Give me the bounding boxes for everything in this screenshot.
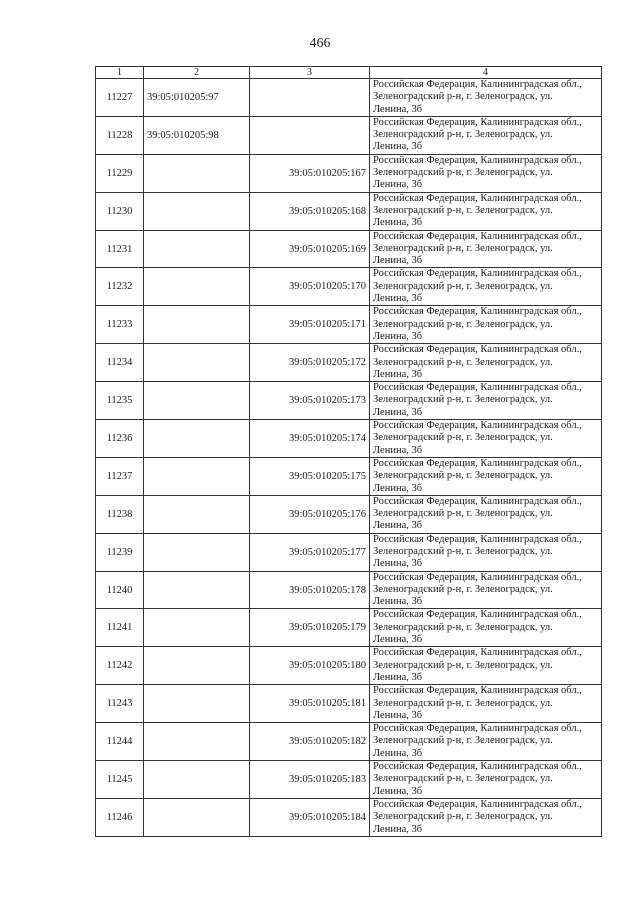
address-line: Зеленоградский р-н, г. Зеленоградск, ул. bbox=[373, 508, 553, 520]
table-row bbox=[96, 268, 602, 306]
cadastral-number-old-cell bbox=[144, 382, 250, 420]
address-line: Зеленоградский р-н, г. Зеленоградск, ул. bbox=[373, 697, 553, 709]
table-row bbox=[96, 609, 602, 647]
address-line: Ленина, 3б bbox=[373, 671, 423, 683]
address-line: Ленина, 3б bbox=[373, 634, 423, 646]
cadastral-number-new-cell bbox=[250, 79, 370, 117]
row-number-cell: 11238 bbox=[96, 495, 144, 533]
address-line: Зеленоградский р-н, г. Зеленоградск, ул. bbox=[373, 394, 553, 406]
address-line: Ленина, 3б bbox=[373, 444, 423, 456]
address-line: Ленина, 3б bbox=[373, 141, 423, 153]
cadastral-number-new-cell: 39:05:010205:167 bbox=[250, 154, 370, 192]
address-cell bbox=[370, 420, 602, 458]
address-line: Российская Федерация, Калининградская обл., bbox=[373, 647, 582, 659]
cadastral-number-old-cell bbox=[144, 154, 250, 192]
row-number-cell: 11245 bbox=[96, 761, 144, 799]
cadastral-number-old-cell bbox=[144, 420, 250, 458]
table-row bbox=[96, 154, 602, 192]
address-line: Российская Федерация, Калининградская обл., bbox=[373, 79, 582, 90]
address-cell bbox=[370, 268, 602, 306]
row-number-cell: 11243 bbox=[96, 685, 144, 723]
cadastral-number-new-cell: 39:05:010205:175 bbox=[250, 457, 370, 495]
address-line: Зеленоградский р-н, г. Зеленоградск, ул. bbox=[373, 356, 553, 368]
column-header-2: 2 bbox=[144, 67, 250, 79]
address-line: Ленина, 3б bbox=[373, 823, 423, 835]
address-line: Ленина, 3б bbox=[373, 596, 423, 608]
address-cell bbox=[370, 571, 602, 609]
row-number-cell: 11230 bbox=[96, 192, 144, 230]
table-row bbox=[96, 116, 602, 154]
address-cell bbox=[370, 457, 602, 495]
address-line: Ленина, 3б bbox=[373, 330, 423, 342]
address-line: Зеленоградский р-н, г. Зеленоградск, ул. bbox=[373, 91, 553, 103]
row-number-cell: 11237 bbox=[96, 457, 144, 495]
address-line: Ленина, 3б bbox=[373, 406, 423, 418]
cadastral-number-new-cell: 39:05:010205:176 bbox=[250, 495, 370, 533]
row-number-cell: 11241 bbox=[96, 609, 144, 647]
cadastral-number-new-cell: 39:05:010205:180 bbox=[250, 647, 370, 685]
address-line: Ленина, 3б bbox=[373, 558, 423, 570]
row-number-cell: 11233 bbox=[96, 306, 144, 344]
address-cell bbox=[370, 609, 602, 647]
address-cell bbox=[370, 116, 602, 154]
cadastral-number-new-cell: 39:05:010205:172 bbox=[250, 344, 370, 382]
address-line: Ленина, 3б bbox=[373, 217, 423, 229]
table-row bbox=[96, 533, 602, 571]
row-number-cell: 11234 bbox=[96, 344, 144, 382]
address-cell bbox=[370, 306, 602, 344]
table-row bbox=[96, 723, 602, 761]
row-number-cell: 11246 bbox=[96, 798, 144, 836]
address-cell bbox=[370, 382, 602, 420]
cadastral-number-old-cell bbox=[144, 798, 250, 836]
cadastral-number-old-cell: 39:05:010205:98 bbox=[144, 116, 250, 154]
address-line: Российская Федерация, Калининградская обл., bbox=[373, 344, 582, 356]
cadastral-number-new-cell bbox=[250, 116, 370, 154]
table-body bbox=[96, 79, 602, 837]
address-line: Российская Федерация, Калининградская обл., bbox=[373, 609, 582, 621]
address-line: Российская Федерация, Калининградская обл., bbox=[373, 761, 582, 773]
address-line: Зеленоградский р-н, г. Зеленоградск, ул. bbox=[373, 470, 553, 482]
address-line: Зеленоградский р-н, г. Зеленоградск, ул. bbox=[373, 432, 553, 444]
cadastral-number-new-cell: 39:05:010205:178 bbox=[250, 571, 370, 609]
address-line: Ленина, 3б bbox=[373, 293, 423, 305]
row-number-cell: 11236 bbox=[96, 420, 144, 458]
address-cell bbox=[370, 154, 602, 192]
address-cell bbox=[370, 192, 602, 230]
cadastral-number-old-cell bbox=[144, 306, 250, 344]
cadastral-number-old-cell bbox=[144, 723, 250, 761]
address-line: Зеленоградский р-н, г. Зеленоградск, ул. bbox=[373, 735, 553, 747]
cadastral-number-new-cell: 39:05:010205:177 bbox=[250, 533, 370, 571]
address-line: Ленина, 3б bbox=[373, 255, 423, 267]
cadastral-number-new-cell: 39:05:010205:173 bbox=[250, 382, 370, 420]
address-line: Зеленоградский р-н, г. Зеленоградск, ул. bbox=[373, 167, 553, 179]
cadastral-number-new-cell: 39:05:010205:181 bbox=[250, 685, 370, 723]
address-cell bbox=[370, 79, 602, 117]
row-number-cell: 11244 bbox=[96, 723, 144, 761]
address-line: Российская Федерация, Калининградская обл., bbox=[373, 571, 582, 583]
cadastral-number-old-cell bbox=[144, 761, 250, 799]
table-row bbox=[96, 571, 602, 609]
address-line: Ленина, 3б bbox=[373, 785, 423, 797]
address-line: Зеленоградский р-н, г. Зеленоградск, ул. bbox=[373, 659, 553, 671]
address-line: Зеленоградский р-н, г. Зеленоградск, ул. bbox=[373, 545, 553, 557]
row-number-cell: 11232 bbox=[96, 268, 144, 306]
registry-table bbox=[95, 66, 602, 837]
address-line: Российская Федерация, Калининградская обл., bbox=[373, 154, 582, 166]
address-line: Российская Федерация, Калининградская обл., bbox=[373, 382, 582, 394]
address-line: Зеленоградский р-н, г. Зеленоградск, ул. bbox=[373, 129, 553, 141]
address-line: Российская Федерация, Калининградская обл., bbox=[373, 192, 582, 204]
table-row bbox=[96, 457, 602, 495]
address-line: Ленина, 3б bbox=[373, 709, 423, 721]
address-line: Российская Федерация, Калининградская обл., bbox=[373, 798, 582, 810]
cadastral-number-old-cell bbox=[144, 685, 250, 723]
address-line: Российская Федерация, Калининградская обл., bbox=[373, 268, 582, 280]
address-line: Ленина, 3б bbox=[373, 368, 423, 380]
address-line: Зеленоградский р-н, г. Зеленоградск, ул. bbox=[373, 318, 553, 330]
cadastral-number-old-cell bbox=[144, 571, 250, 609]
cadastral-number-new-cell: 39:05:010205:182 bbox=[250, 723, 370, 761]
address-line: Российская Федерация, Калининградская обл., bbox=[373, 230, 582, 242]
address-cell bbox=[370, 230, 602, 268]
table-row bbox=[96, 79, 602, 117]
address-line: Ленина, 3б bbox=[373, 482, 423, 494]
address-line: Российская Федерация, Калининградская обл., bbox=[373, 533, 582, 545]
column-header-4: 4 bbox=[370, 67, 602, 79]
cadastral-number-old-cell bbox=[144, 609, 250, 647]
cadastral-number-new-cell: 39:05:010205:184 bbox=[250, 798, 370, 836]
cadastral-number-old-cell bbox=[144, 192, 250, 230]
table-row bbox=[96, 495, 602, 533]
table-row bbox=[96, 685, 602, 723]
cadastral-number-new-cell: 39:05:010205:170 bbox=[250, 268, 370, 306]
address-line: Зеленоградский р-н, г. Зеленоградск, ул. bbox=[373, 280, 553, 292]
cadastral-number-old-cell bbox=[144, 647, 250, 685]
address-line: Российская Федерация, Калининградская обл., bbox=[373, 420, 582, 432]
row-number-cell: 11239 bbox=[96, 533, 144, 571]
cadastral-number-new-cell: 39:05:010205:171 bbox=[250, 306, 370, 344]
address-cell bbox=[370, 495, 602, 533]
address-line: Ленина, 3б bbox=[373, 747, 423, 759]
cadastral-number-old-cell: 39:05:010205:97 bbox=[144, 79, 250, 117]
address-cell bbox=[370, 533, 602, 571]
row-number-cell: 11231 bbox=[96, 230, 144, 268]
address-line: Российская Федерация, Калининградская обл., bbox=[373, 457, 582, 469]
address-line: Российская Федерация, Калининградская обл., bbox=[373, 306, 582, 318]
address-line: Зеленоградский р-н, г. Зеленоградск, ул. bbox=[373, 811, 553, 823]
column-header-1: 1 bbox=[96, 67, 144, 79]
address-line: Зеленоградский р-н, г. Зеленоградск, ул. bbox=[373, 242, 553, 254]
table-row bbox=[96, 647, 602, 685]
address-line: Ленина, 3б bbox=[373, 179, 423, 191]
cadastral-number-new-cell: 39:05:010205:174 bbox=[250, 420, 370, 458]
page-number: 466 bbox=[309, 36, 331, 51]
address-cell bbox=[370, 647, 602, 685]
address-line: Зеленоградский р-н, г. Зеленоградск, ул. bbox=[373, 204, 553, 216]
row-number-cell: 11242 bbox=[96, 647, 144, 685]
address-line: Зеленоградский р-н, г. Зеленоградск, ул. bbox=[373, 773, 553, 785]
address-line: Российская Федерация, Калининградская обл., bbox=[373, 685, 582, 697]
cadastral-number-new-cell: 39:05:010205:169 bbox=[250, 230, 370, 268]
address-cell bbox=[370, 761, 602, 799]
row-number-cell: 11228 bbox=[96, 116, 144, 154]
cadastral-number-new-cell: 39:05:010205:168 bbox=[250, 192, 370, 230]
row-number-cell: 11229 bbox=[96, 154, 144, 192]
address-cell bbox=[370, 723, 602, 761]
address-line: Зеленоградский р-н, г. Зеленоградск, ул. bbox=[373, 621, 553, 633]
cadastral-number-old-cell bbox=[144, 344, 250, 382]
cadastral-number-old-cell bbox=[144, 268, 250, 306]
table-row bbox=[96, 798, 602, 836]
row-number-cell: 11227 bbox=[96, 79, 144, 117]
table-row bbox=[96, 761, 602, 799]
address-line: Ленина, 3б bbox=[373, 103, 423, 115]
table-row bbox=[96, 230, 602, 268]
cadastral-number-old-cell bbox=[144, 495, 250, 533]
address-line: Российская Федерация, Калининградская обл., bbox=[373, 116, 582, 128]
row-number-cell: 11240 bbox=[96, 571, 144, 609]
address-line: Зеленоградский р-н, г. Зеленоградск, ул. bbox=[373, 583, 553, 595]
address-cell bbox=[370, 685, 602, 723]
address-line: Российская Федерация, Калининградская обл., bbox=[373, 495, 582, 507]
table-row bbox=[96, 192, 602, 230]
address-cell bbox=[370, 798, 602, 836]
cadastral-number-old-cell bbox=[144, 457, 250, 495]
table-row bbox=[96, 306, 602, 344]
address-cell bbox=[370, 344, 602, 382]
cadastral-number-new-cell: 39:05:010205:183 bbox=[250, 761, 370, 799]
row-number-cell: 11235 bbox=[96, 382, 144, 420]
table-row bbox=[96, 382, 602, 420]
table-row bbox=[96, 344, 602, 382]
cadastral-number-old-cell bbox=[144, 533, 250, 571]
column-header-3: 3 bbox=[250, 67, 370, 79]
cadastral-number-old-cell bbox=[144, 230, 250, 268]
address-line: Российская Федерация, Калининградская обл., bbox=[373, 723, 582, 735]
address-line: Ленина, 3б bbox=[373, 520, 423, 532]
table-row bbox=[96, 420, 602, 458]
column-number-row bbox=[96, 67, 602, 79]
cadastral-number-new-cell: 39:05:010205:179 bbox=[250, 609, 370, 647]
